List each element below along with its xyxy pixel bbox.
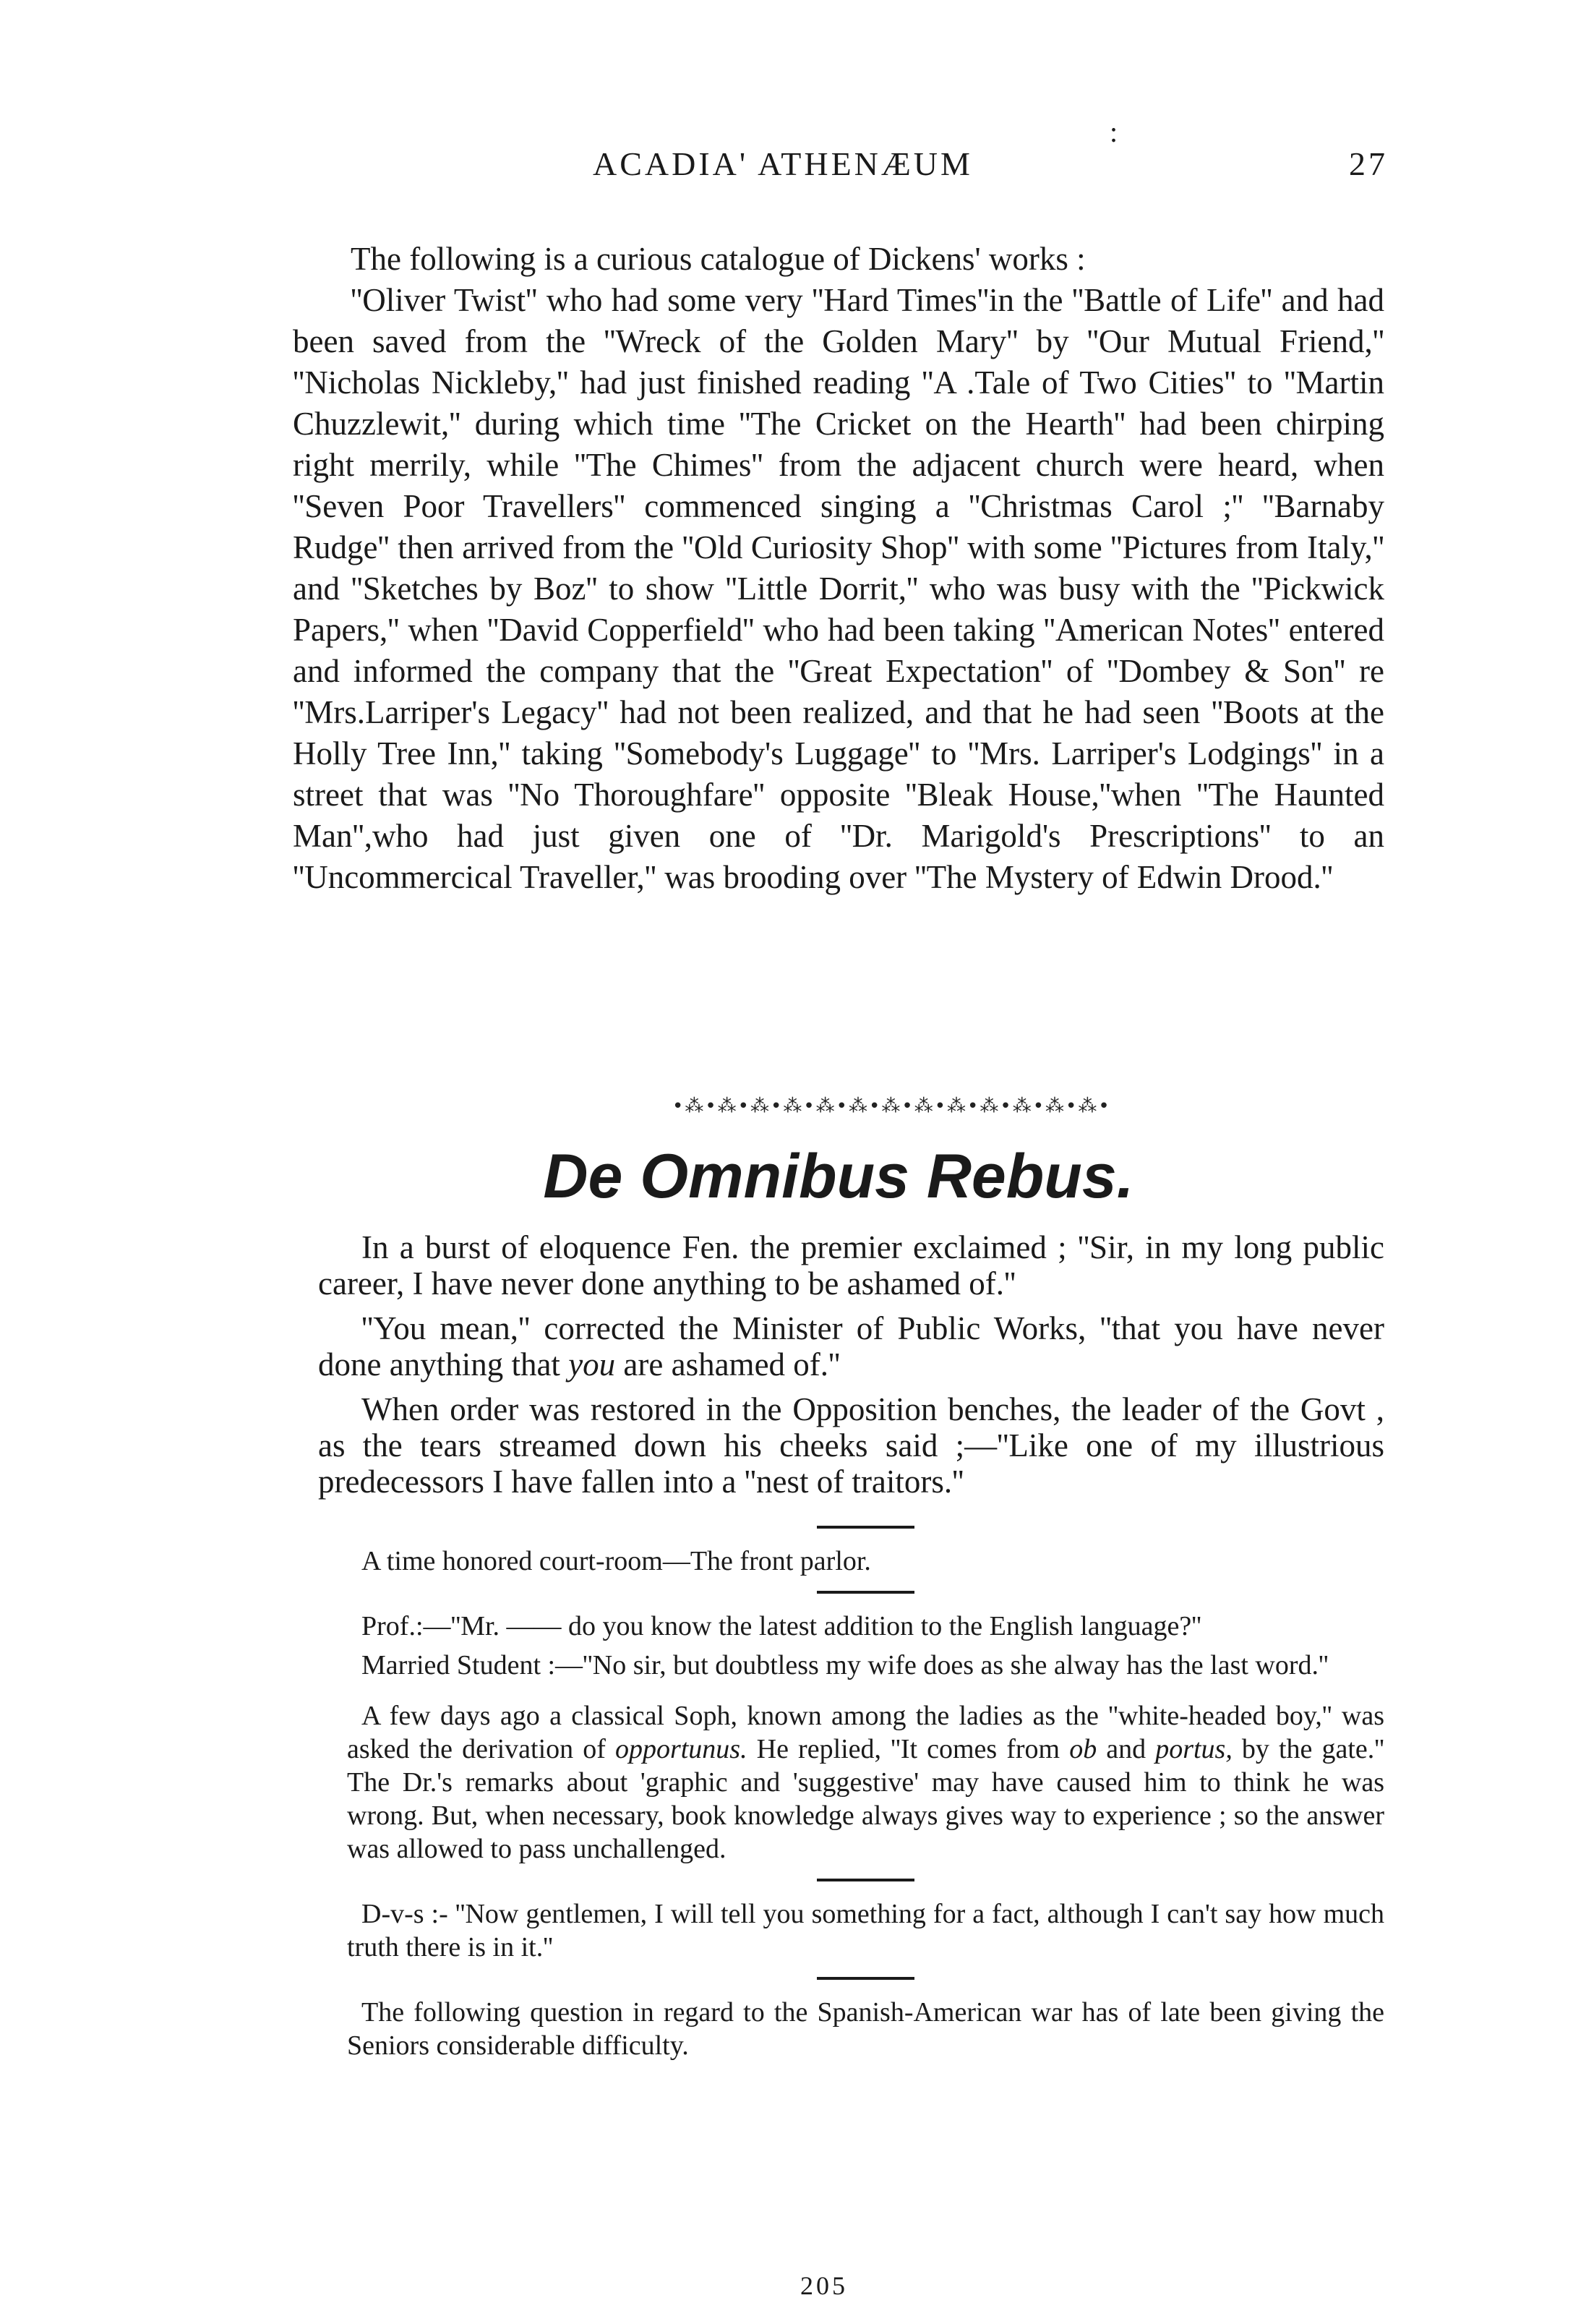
item-married-student: Married Student :—''No sir, but doubtless my wife does as she alway has the last word.'' <box>361 1650 1329 1680</box>
catalogue-intro: The following is a curious catalogue of Dickens' works : <box>351 241 1086 277</box>
item-question: The following question in regard to the Spanish-American war has of late been giving the Seniors considerable difficulty. <box>347 1997 1384 2061</box>
anecdote-paragraph: When order was restored in the Opposition benches, the leader of the Govt , as the tears streamed down his cheeks said ;—''Like one of my illustrious predecessors I have fallen into a ''nest of traitors.'' <box>318 1391 1384 1500</box>
short-items <box>347 1539 1384 2068</box>
folio-number: 205 <box>800 2271 848 2300</box>
text-run: A few days ago a classical Soph, known among the ladies as the ''white-headed boy,'' was asked the derivation of <box>347 1701 1384 1764</box>
text-run: by the gate.'' The Dr.'s remarks about 'graphic and 'suggestive' may have caused him to think he was wrong. But, when necessary, book knowledge always gives way to experience ; so the answer was allowed to pass unchallenged. <box>347 1734 1384 1864</box>
text-run: and <box>1097 1734 1156 1764</box>
stray-mark: : <box>1110 116 1121 148</box>
item-soph <box>347 1699 1384 1866</box>
anecdote-paragraph: In a burst of eloquence Fen. the premier exclaimed ; ''Sir, in my long public career, I have never done anything to be ashamed of.'' <box>318 1229 1384 1302</box>
emphasis: opportunus. <box>614 1734 747 1764</box>
journal-title: ACADIA' ATHENÆUM <box>593 145 973 182</box>
item-courtroom: A time honored court-room—The front parlor. <box>361 1546 871 1576</box>
emphasis: you <box>568 1346 616 1383</box>
text-run: ''You mean,'' corrected the Minister of Public Works, ''that you have never done anything that <box>318 1310 1384 1383</box>
emphasis: ob <box>1069 1734 1097 1764</box>
emphasis: portus, <box>1155 1734 1233 1764</box>
section-title: De Omnibus Rebus. <box>543 1142 1134 1211</box>
page-number: 27 <box>1349 145 1388 182</box>
dickens-catalogue <box>293 239 1384 898</box>
running-header <box>289 116 1388 202</box>
premier-anecdote <box>318 1229 1384 1508</box>
text-run: He replied, ''It comes from <box>747 1734 1070 1764</box>
divider-rule <box>817 1879 914 1881</box>
item-prof: Prof.:—''Mr. —— do you know the latest addition to the English language?'' <box>361 1611 1201 1641</box>
anecdote-paragraph <box>318 1310 1384 1383</box>
divider-rule <box>817 1977 914 1980</box>
ornamental-divider: •⁂•⁂•⁂•⁂•⁂•⁂•⁂•⁂•⁂•⁂•⁂•⁂•⁂• <box>672 1095 1111 1117</box>
item-dvs: D-v-s :- ''Now gentlemen, I will tell you something for a fact, although I can't say how much truth there is in it.'' <box>347 1899 1384 1962</box>
text-run: are ashamed of.'' <box>615 1346 841 1383</box>
catalogue-body: ''Oliver Twist'' who had some very ''Hard Times''in the ''Battle of Life'' and had been saved from the ''Wreck of the Golden Mary'' by ''Our Mutual Friend,'' ''Nicholas Nickleby,'' had just finished reading ''A .Tale of Two Cities'' to ''Martin Chuzzlewit,'' during which time ''The Cricket on the Hearth'' had been chirping right merrily, while ''The Chimes'' from the adjacent church were heard, when ''Seven Poor Travellers'' commenced singing a ''Christmas Carol ;'' ''Barnaby Rudge'' then arrived from the ''Old Curiosity Shop'' with some ''Pictures from Italy,'' and ''Sketches by Boz'' to show ''Little Dorrit,'' who was busy with the ''Pickwick Papers,'' when ''David Copperfield'' who had been taking ''American Notes'' entered and informed the company that the ''Great Expectation'' of ''Dombey & Son'' re ''Mrs.Larriper's Legacy'' had not been realized, and that he had seen ''Boots at the Holly Tree Inn,'' taking ''Somebody's Luggage'' to ''Mrs. Larriper's Lodgings'' in a street that was ''No Thoroughfare'' opposite ''Bleak House,''when ''The Haunted Man'',who had just given one of ''Dr. Marigold's Prescriptions'' to an ''Uncommercical Traveller,'' was brooding over ''The Mystery of Edwin Drood.'' <box>293 282 1384 895</box>
divider-rule <box>817 1526 914 1529</box>
divider-rule <box>817 1591 914 1594</box>
